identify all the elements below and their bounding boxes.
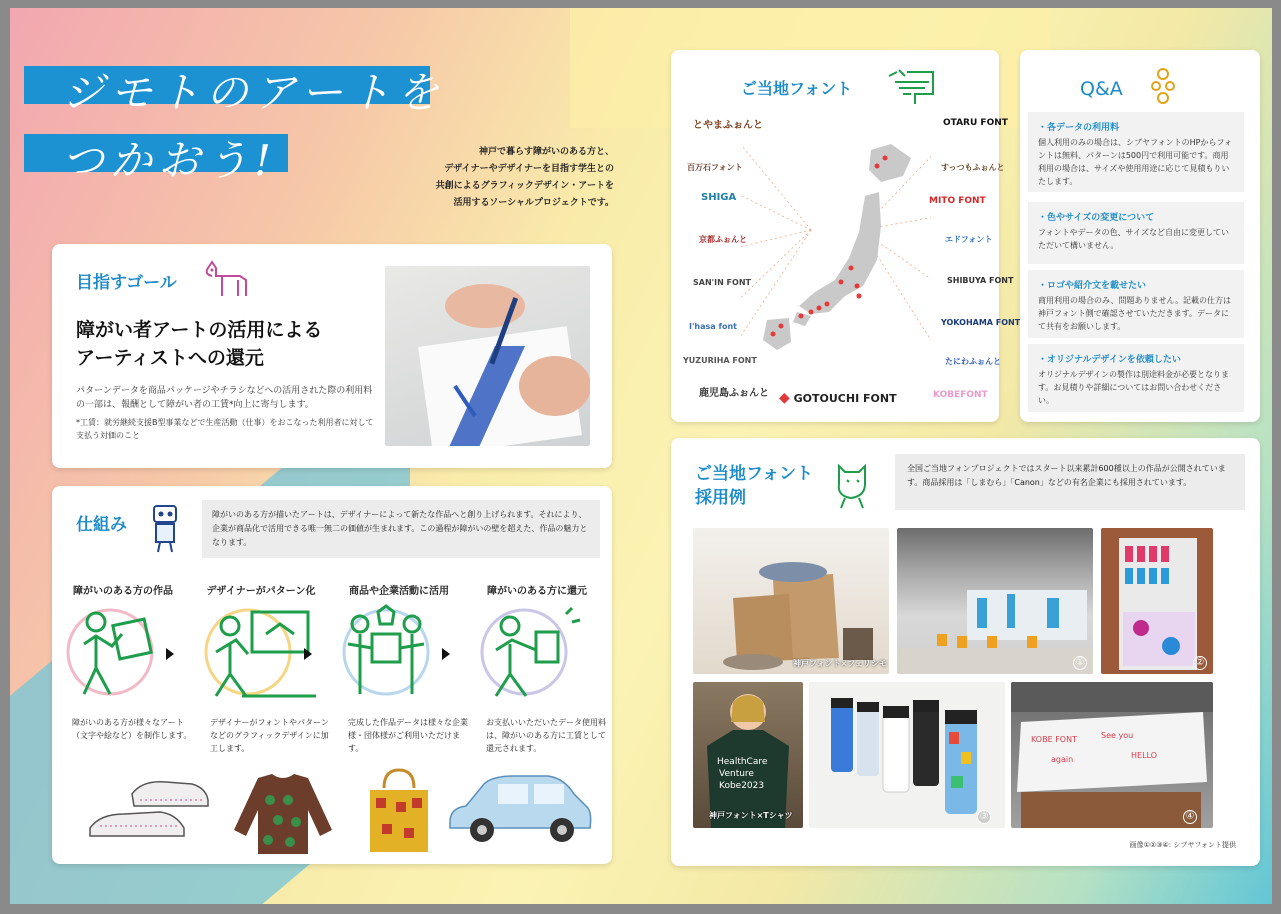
- goal-footnote: *工賃：就労継続支援B型事業などで生産活動（仕事）をおこなった利用者に対して支払う対価のこと: [76, 418, 374, 440]
- qa-heading: Q&A: [1080, 78, 1123, 100]
- photo-caption: 神戸フォント×フェリシモ: [793, 659, 887, 668]
- local-fonts-card: [671, 50, 1021, 422]
- mechanism-intro: 障がいのある方が描いたアートは、デザイナーによって新たな作品へと創り上げられます。それにより、企業が商品化で活用できる唯一無二の価値が生まれます。この過程が障がいの壁を超えた、作品の魅力となります。: [202, 500, 600, 558]
- step-title-4: 障がいのある方に還元: [487, 586, 587, 597]
- qa-answer: フォントやデータの色、サイズなど自由に変更していただいて構いません。: [1038, 228, 1229, 250]
- font-logo-otaru: OTARU FONT: [943, 118, 1008, 128]
- goal-card: [52, 244, 612, 468]
- qa-doodle-icon: [1148, 66, 1178, 106]
- sweater-product: [228, 770, 338, 854]
- qa-item-3: [1028, 270, 1244, 338]
- intro-line: 神戸で暮らす障がいのある方と、: [478, 147, 614, 157]
- photo-vending-machine: [1101, 528, 1213, 674]
- steps-illustration: [66, 604, 606, 714]
- photo-counter: [1011, 682, 1213, 828]
- svg-text:KOBE FONT: KOBE FONT: [1031, 735, 1077, 744]
- adoption-heading-line: 採用例: [695, 488, 746, 508]
- photo-tshirt: [693, 682, 803, 828]
- japan-map: [741, 136, 931, 382]
- adoption-intro: 全国ご当地フォンプロジェクトではスタート以来累計600種以上の作品が公開されています。商品採用は「しまむら」「Canon」などの有名企業にも採用されています。: [895, 454, 1245, 510]
- photo-number: ④: [1183, 810, 1197, 824]
- step-title-3: 商品や企業活動に活用: [349, 586, 449, 597]
- adoption-card: [671, 438, 1260, 866]
- font-logo-mito: MITO FONT: [929, 196, 986, 206]
- font-logo-shibuya: SHIBUYA FONT: [947, 276, 1014, 285]
- font-logo-toyama: とやまふぉんと: [693, 120, 763, 131]
- qa-card: [1020, 50, 1260, 422]
- step-title-2: デザイナーがパターン化: [206, 586, 316, 597]
- gotouchi-font-brand: [779, 390, 897, 406]
- photo-credit: 画像①②③④: シブヤフォント提供: [1129, 841, 1236, 849]
- qa-question: ・色やサイズの変更について: [1038, 213, 1155, 223]
- robot-doodle-icon: [148, 502, 182, 554]
- svg-text:Kobe2023: Kobe2023: [719, 781, 765, 791]
- step-desc-3: 完成した作品データは様々な企業様・団体様がご利用いただけます。: [348, 718, 468, 753]
- font-logo-kochi: 百万石フォント: [687, 163, 743, 172]
- adoption-heading: [695, 462, 813, 510]
- qa-answer: オリジナルデザインの製作は別途料金が必要となります。お見積りや詳細についてはお問い合わせください。: [1038, 370, 1230, 405]
- font-logo-yuduriha: YUZURIHA FONT: [683, 356, 757, 365]
- goal-title-line: アーティストへの還元: [76, 347, 264, 369]
- font-logo-kanagawa: たにわふぉんと: [945, 357, 1001, 366]
- qa-item-1: [1028, 112, 1244, 192]
- svg-text:again: again: [1051, 755, 1074, 764]
- font-logo-sanin: SAN'IN FONT: [693, 278, 751, 287]
- poster-sheet: [10, 8, 1272, 904]
- goal-heading: 目指すゴール: [76, 273, 177, 293]
- intro-line: 活用するソーシャルプロジェクトです。: [453, 198, 614, 208]
- font-logo-kyoto: 京都ふぉんと: [699, 235, 747, 244]
- tote-bag-product: [364, 768, 434, 858]
- qa-question: ・オリジナルデザインを依頼したい: [1038, 355, 1181, 365]
- svg-text:See you: See you: [1101, 731, 1134, 740]
- font-logo-iroha: I'hasa font: [689, 322, 737, 331]
- sneakers-product: [80, 772, 210, 852]
- step-desc-2: デザイナーがフォントやパターンなどのグラフィックデザインに加工します。: [210, 718, 329, 753]
- wrapped-car-product: [444, 764, 594, 854]
- photo-feliseimo: [693, 528, 889, 674]
- intro-line: デザイナーやデザイナーを目指す学生との: [444, 164, 614, 174]
- goal-title-line: 障がい者アートの活用による: [76, 319, 323, 341]
- svg-text:HealthCare: HealthCare: [717, 757, 768, 767]
- goal-body: パターンデータを商品パッケージやチラシなどへの活用された際の利用料の一部は、報酬として障がい者の工賃*向上に寄与します。: [76, 386, 373, 410]
- step-desc-4: お支払いいただいたデータ使用料は、障がいのある方に工賃として還元されます。: [486, 718, 606, 753]
- qa-answer: 商用利用の場合のみ、問題ありません。記載の仕方は神戸フォント側で確認させていただきます。データにて共有をお願いします。: [1038, 296, 1231, 331]
- font-logo-yokohama: YOKOHAMA FONT: [941, 318, 1021, 327]
- qa-answer: 個人利用のみの場合は、シブヤフォントのHPからフォントは無料、パターンは500円で利用可能です。商用利用の場合は、サイズや使用用途に応じて見積もりいたします。: [1038, 138, 1233, 186]
- mechanism-heading: 仕組み: [76, 515, 127, 535]
- mechanism-card: [52, 486, 612, 864]
- gotouchi-logo-icon: ◆: [779, 390, 790, 406]
- photo-number: ①: [1073, 656, 1087, 670]
- title-line-2: つかおう!: [62, 136, 277, 185]
- font-logo-shiga: SHIGA: [701, 192, 737, 203]
- title-line-1: ジモトのアートを: [62, 68, 445, 117]
- local-fonts-heading: ご当地フォント: [741, 79, 853, 98]
- qa-item-2: [1028, 202, 1244, 264]
- intro-text: [394, 144, 614, 212]
- qa-question: ・ロゴや紹介文を載せたい: [1038, 281, 1147, 291]
- goal-drawing-photo: [385, 266, 590, 446]
- photo-office: [897, 528, 1093, 674]
- font-logo-kobe: KOBEFONT: [933, 390, 988, 400]
- intro-line: 共創によるグラフィックデザイン・アートを: [435, 181, 614, 191]
- step-title-1: 障がいのある方の作品: [73, 586, 173, 597]
- qa-question: ・各データの利用料: [1038, 123, 1120, 133]
- llama-doodle-icon: [202, 258, 256, 302]
- photo-number: ③: [977, 810, 991, 824]
- goal-title: [76, 316, 322, 372]
- creature-doodle-icon: [831, 460, 873, 510]
- font-logo-edo: エドフォント: [945, 235, 993, 244]
- svg-text:Venture: Venture: [719, 769, 754, 779]
- step1-circle: [68, 610, 152, 694]
- photo-caption: 神戸フォント×Tシャツ: [709, 811, 793, 820]
- font-logo-suttsu: すっつもふぉんと: [941, 163, 1005, 172]
- gotouchi-brand-text: GOTOUCHI FONT: [793, 392, 897, 405]
- adoption-heading-line: ご当地フォント: [695, 464, 814, 484]
- font-logo-kagoshima: 鹿児島ふぉんと: [699, 388, 769, 399]
- step4-circle: [482, 610, 566, 694]
- photo-tumblers: [809, 682, 1005, 828]
- qa-item-4: [1028, 344, 1244, 412]
- font-doodle-icon: [885, 68, 937, 106]
- step-desc-1: 障がいのある方が様々なアート（文字や絵など）を制作します。: [72, 718, 192, 740]
- photo-number: ②: [1193, 656, 1207, 670]
- svg-text:HELLO: HELLO: [1131, 751, 1157, 760]
